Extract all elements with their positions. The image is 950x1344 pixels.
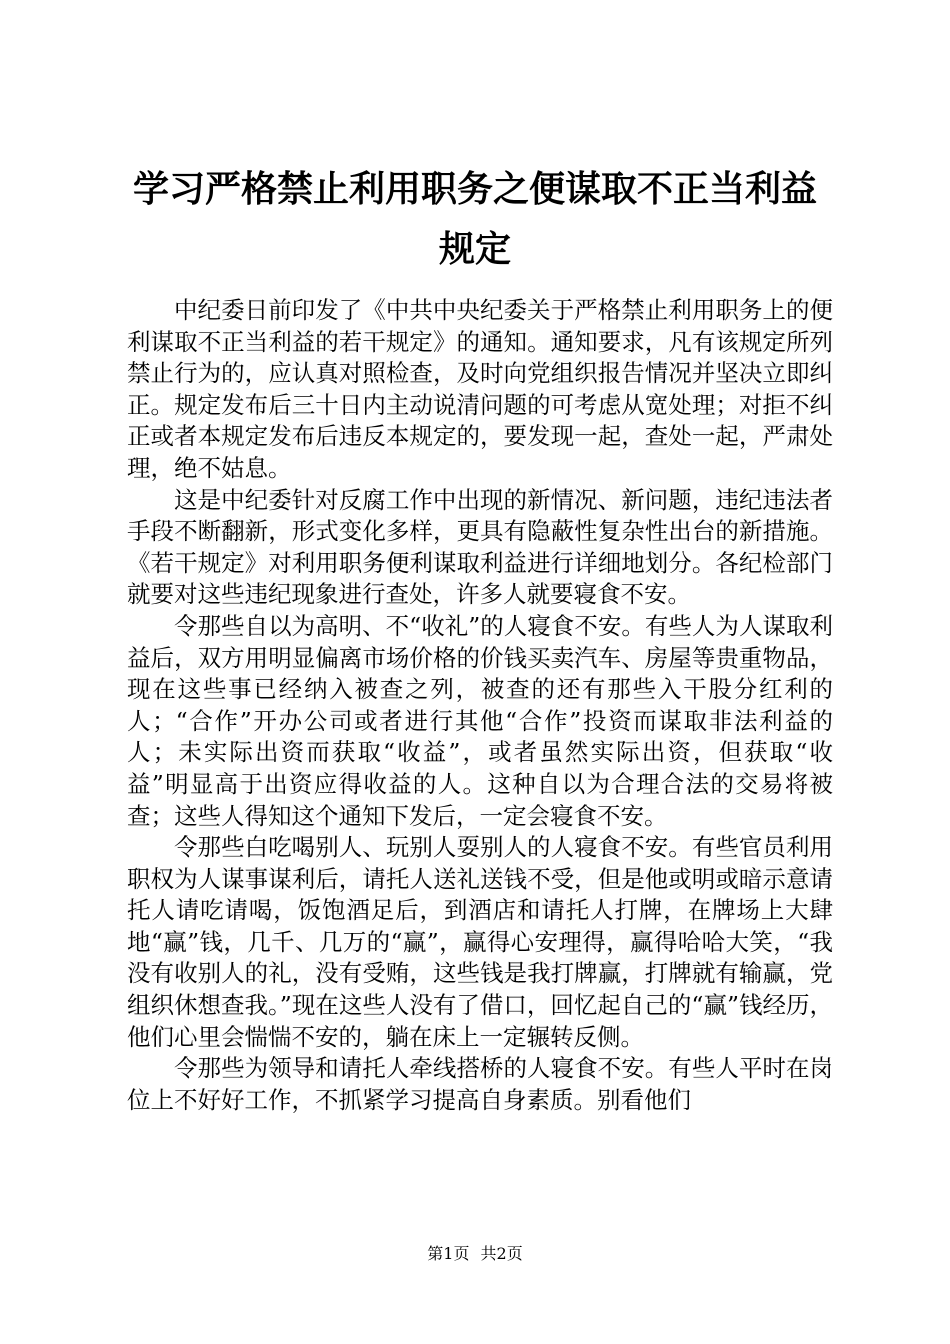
document-body [127, 295, 833, 1116]
paragraph: 这是中纪委针对反腐工作中出现的新情况、新问题，违纪违法者手段不断翻新，形式变化多样，更具有隐蔽性复杂性出台的新措施。《若干规定》对利用职务便利谋取利益进行详细地划分。各纪检部门就要对这些违纪现象进行查处，许多人就要寝食不安。 [127, 485, 833, 609]
paragraph: 中纪委日前印发了《中共中央纪委关于严格禁止利用职务上的便利谋取不正当利益的若干规定》的通知。通知要求，凡有该规定所列禁止行为的，应认真对照检查，及时向党组织报告情况并坚决立即纠正。规定发布后三十日内主动说清问题的可考虑从宽处理；对拒不纠正或者本规定发布后违反本规定的，要发现一起，查处一起，严肃处理，绝不姑息。 [127, 296, 833, 482]
page-footer [0, 1244, 950, 1264]
paragraph: 令那些为领导和请托人牵线搭桥的人寝食不安。有些人平时在岗位上不好好工作，不抓紧学习提高自身素质。别看他们 [127, 1054, 833, 1114]
paragraph: 令那些白吃喝别人、玩别人耍别人的人寝食不安。有些官员利用职权为人谋事谋利后，请托人送礼送钱不受，但是他或明或暗示意请托人请吃请喝，饭饱酒足后，到酒店和请托人打牌，在牌场上大肆地“赢”钱，几千、几万的“赢”，赢得心安理得，赢得哈哈大笑，“我没有收别人的礼，没有受贿，这些钱是我打牌赢，打牌就有输赢，党组织休想查我。”现在这些人没有了借口，回忆起自己的“赢”钱经历，他们心里会惴惴不安的，躺在床上一定辗转反侧。 [127, 833, 833, 1051]
document-title: 学习严格禁止利用职务之便谋取不正当利益规定 [132, 169, 817, 270]
paragraph: 令那些自以为高明、不“收礼”的人寝食不安。有些人为人谋取利益后，双方用明显偏离市场价格的价钱买卖汽车、房屋等贵重物品，现在这些事已经纳入被查之列，被查的还有那些入干股分红利的人；“合作”开办公司或者进行其他“合作”投资而谋取非法利益的人；未实际出资而获取“收益”，或者虽然实际出资，但获取“收益”明显高于出资应得收益的人。这种自以为合理合法的交易将被查；这些人得知这个通知下发后，一定会寝食不安。 [127, 611, 833, 830]
page-total: 共2页 [480, 1244, 523, 1263]
page-number: 第1页 [427, 1244, 470, 1263]
